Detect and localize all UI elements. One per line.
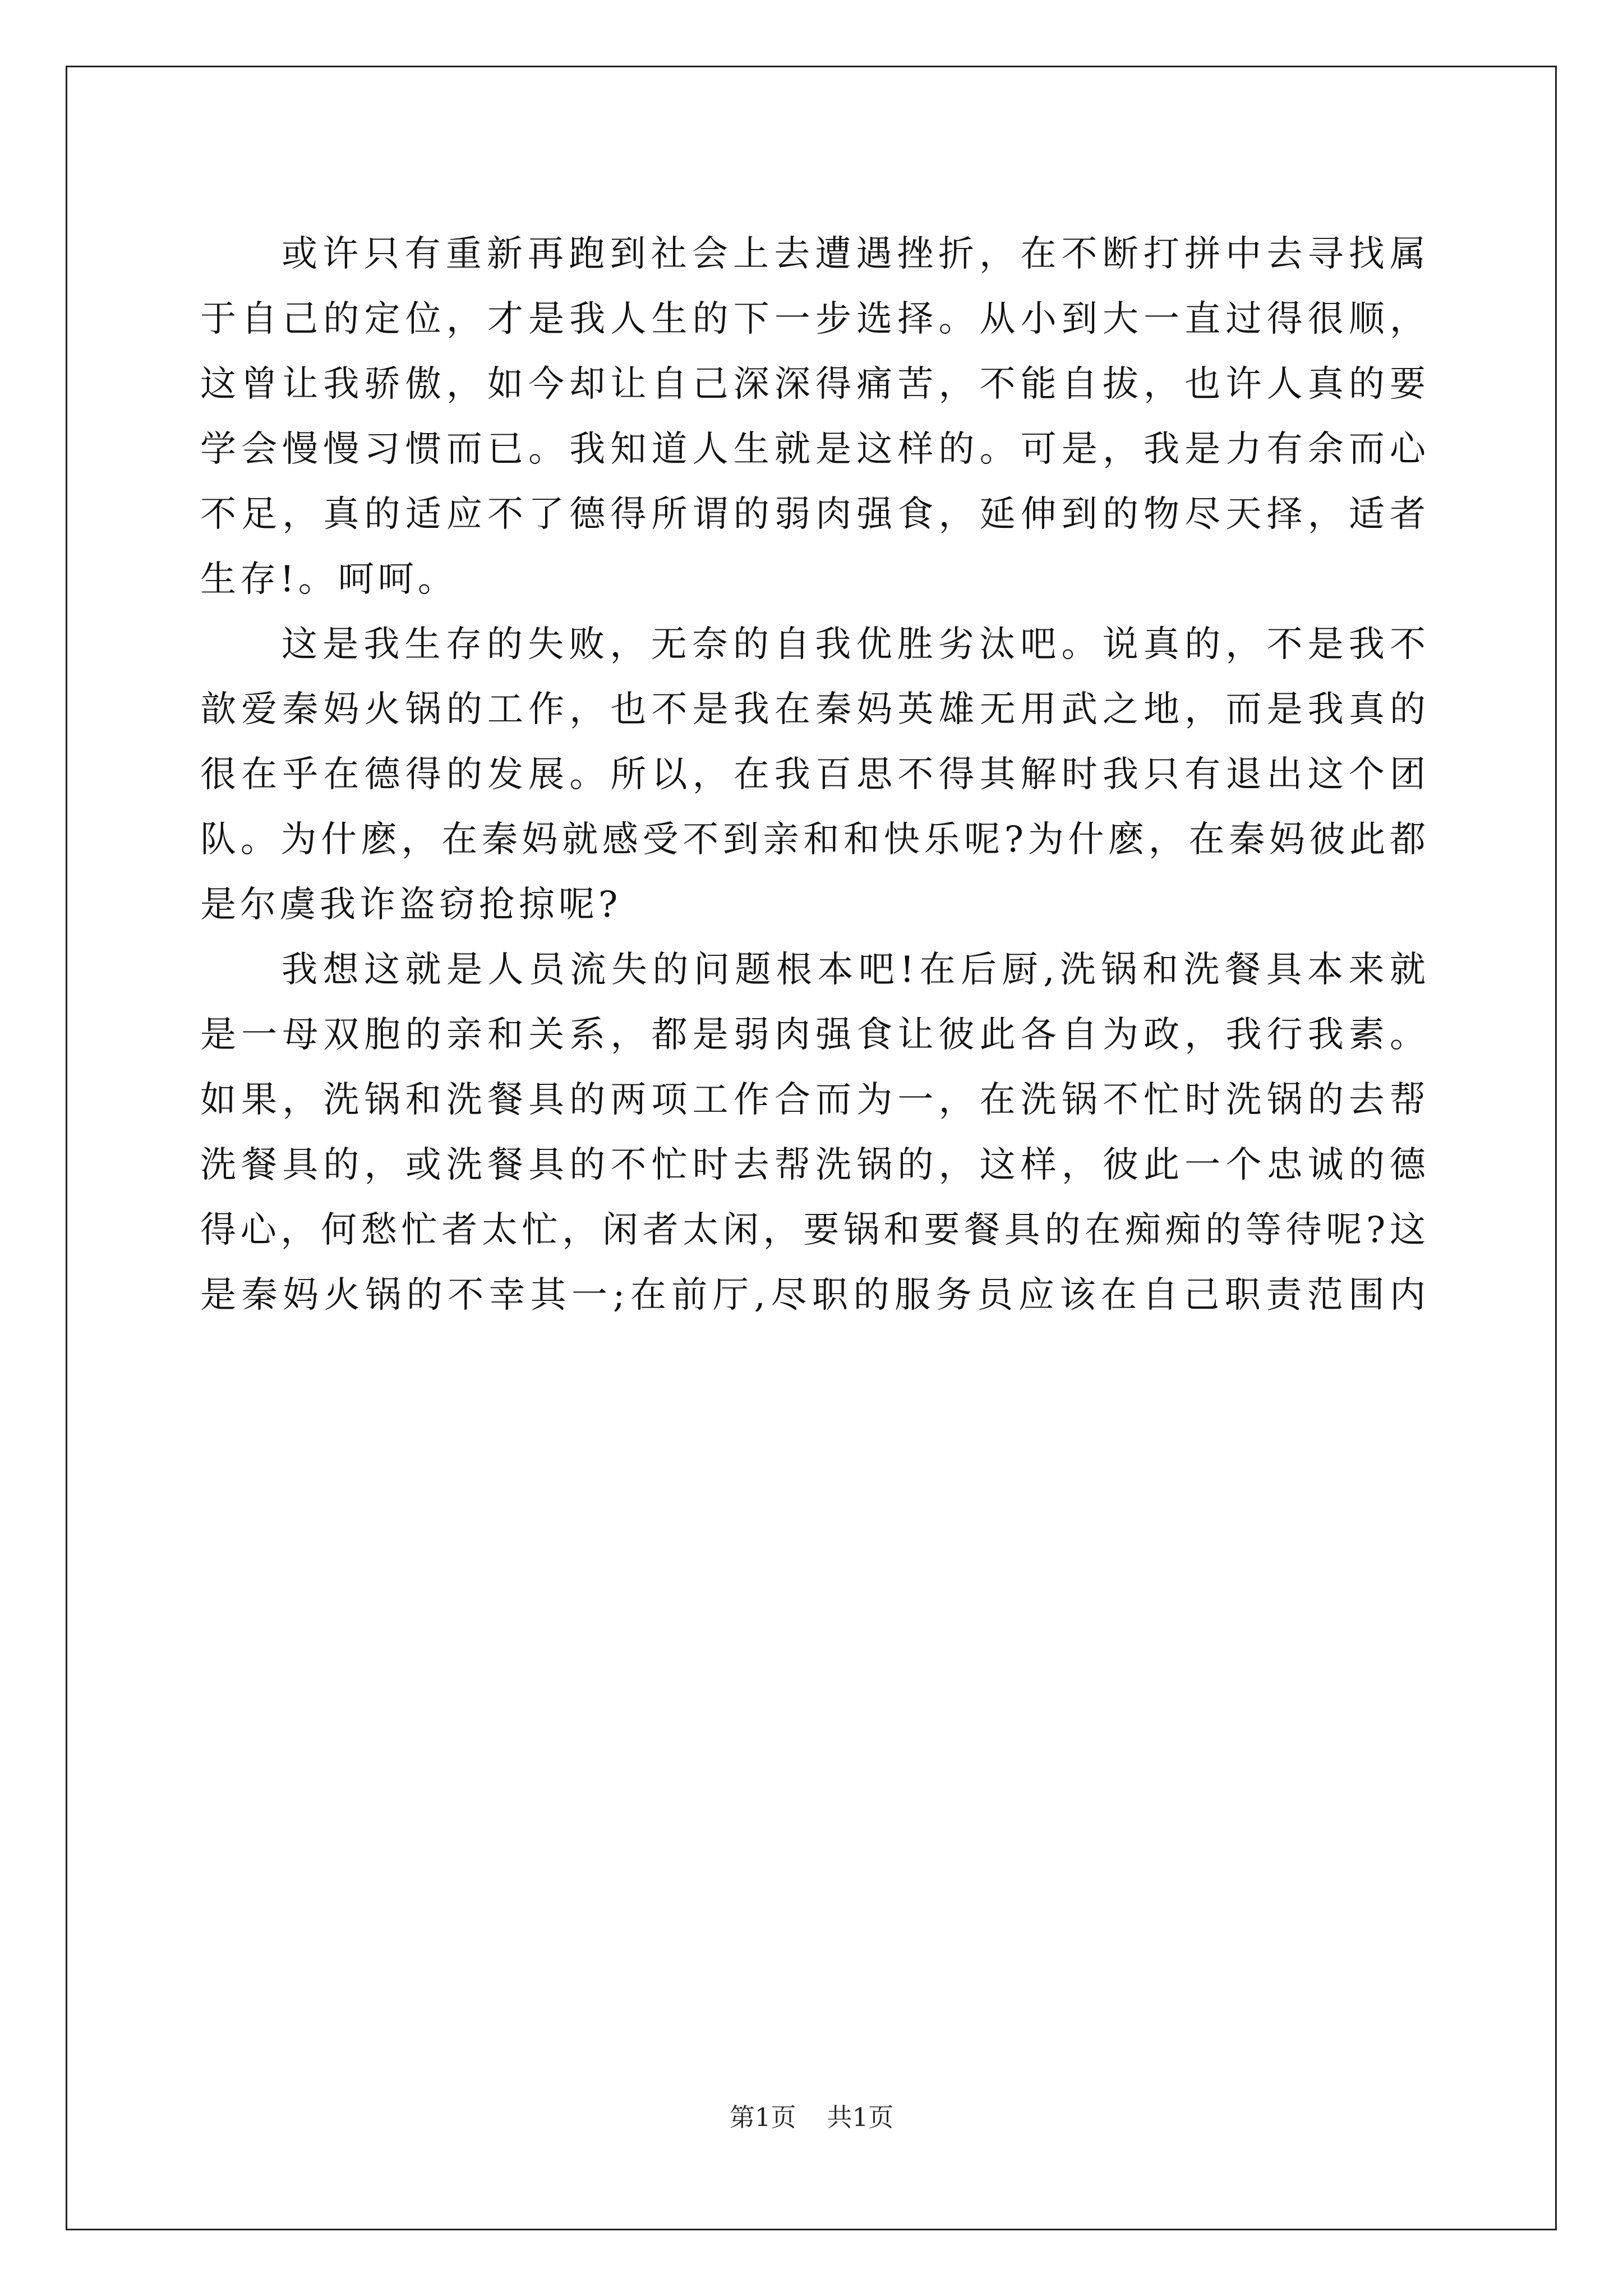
page-number: 第1页 <box>729 2102 796 2132</box>
text-line: 或许只有重新再跑到社会上去遭遇挫折，在不断打拼中去寻找属 <box>282 233 1430 275</box>
text-line: 我想这就是人员流失的问题根本吧!在后厨,洗锅和洗餐具本来就 <box>282 949 1430 991</box>
text-line: 得心，何愁忙者太忙，闲者太闲，要锅和要餐具的在痴痴的等待呢?这 <box>200 1209 1430 1251</box>
text-line: 学会慢慢习惯而已。我知道人生就是这样的。可是，我是力有余而心 <box>200 429 1430 470</box>
page-footer <box>0 2101 1623 2134</box>
text-line: 于自己的定位，才是我人生的下一步选择。从小到大一直过得很顺， <box>200 298 1430 340</box>
text-line: 歆爱秦妈火锅的工作，也不是我在秦妈英雄无用武之地，而是我真的 <box>200 689 1430 730</box>
text-line: 是一母双胞的亲和关系，都是弱肉强食让彼此各自为政，我行我素。 <box>200 1014 1430 1056</box>
text-line: 如果，洗锅和洗餐具的两项工作合而为一，在洗锅不忙时洗锅的去帮 <box>200 1079 1430 1121</box>
page-total: 共1页 <box>827 2102 894 2132</box>
text-line: 队。为什麽，在秦妈就感受不到亲和和快乐呢?为什麽，在秦妈彼此都 <box>200 819 1430 861</box>
text-line: 是尔虞我诈盗窃抢掠呢? <box>200 884 622 926</box>
document-body <box>200 222 1430 1328</box>
text-line: 这曾让我骄傲，如今却让自己深深得痛苦，不能自拔，也许人真的要 <box>200 364 1430 405</box>
text-line: 是秦妈火锅的不幸其一;在前厅,尽职的服务员应该在自己职责范围内 <box>200 1274 1430 1316</box>
text-line: 很在乎在德得的发展。所以，在我百思不得其解时我只有退出这个团 <box>200 754 1430 795</box>
text-line: 生存!。呵呵。 <box>200 559 458 600</box>
text-line: 这是我生存的失败，无奈的自我优胜劣汰吧。说真的，不是我不 <box>282 624 1430 665</box>
text-line: 洗餐具的，或洗餐具的不忙时去帮洗锅的，这样，彼此一个忠诚的德 <box>200 1144 1430 1186</box>
text-line: 不足，真的适应不了德得所谓的弱肉强食，延伸到的物尽天择，适者 <box>200 494 1430 535</box>
